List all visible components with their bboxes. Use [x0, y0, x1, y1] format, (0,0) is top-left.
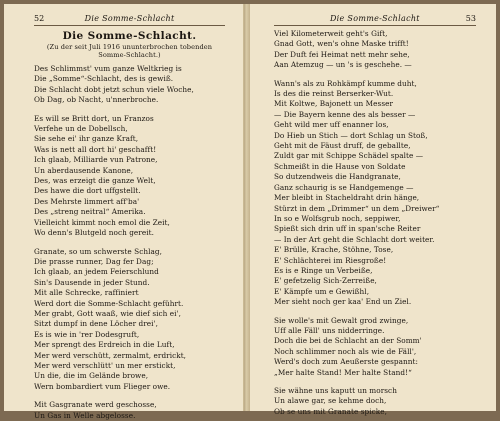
verse-line: Es is wie in 'rer Dodesgruft,	[34, 329, 140, 339]
verse-line: Uff alle Fäll' uns nidderringe.	[274, 325, 385, 335]
right-page	[250, 4, 496, 416]
verse-line: Wo denn's Blutgeld noch gereit.	[34, 228, 154, 238]
verse-line: Zuldt gar mit Schippe Schädel spalte —	[274, 151, 424, 161]
stanza	[34, 114, 225, 239]
verse-line: Ich glaab, Milliarde vun Patrone,	[34, 155, 158, 165]
verse-line: Mer werd verschütt, zermalmt, erdrickt,	[34, 350, 187, 360]
right-page-number: 53	[465, 14, 476, 23]
verse-line: So dutzendweis die Handgranate,	[274, 172, 401, 182]
right-running-title: Die Somme-Schlacht	[329, 14, 420, 23]
verse-line: Mer bleibt in Stacheldraht drin hänge,	[274, 193, 420, 203]
verse-line: Noch schlimmer noch als wie de Fäll',	[274, 346, 417, 356]
chapter-title: Die Somme-Schlacht.	[62, 30, 197, 42]
verse-line: Granate, so um schwerste Schlag,	[34, 246, 162, 256]
verse-line: Aan Atemzug — un 's is geschehe. —	[274, 60, 412, 70]
stanza	[274, 386, 476, 417]
verse-line: Geht mit de Fäust druff, de geballte,	[274, 141, 411, 151]
verse-line: Stürzt in dem „Drimmer“ un dem „Dreiwer“	[274, 203, 440, 213]
verse-line: Des Mehrste limmert aff'ba'	[34, 196, 140, 206]
verse-line: Der Duft fei Heimat nett mehr sehe,	[274, 49, 410, 59]
verse-line: Sie sehe ei' ihr ganze Kraft,	[34, 134, 139, 144]
verse-line: — Die Bayern kenne des als besser —	[274, 109, 416, 119]
verse-line: Ganz schaurig is se Handgemenge —	[274, 182, 414, 192]
verse-line: Schmeißt in die Hause von Soldate	[274, 161, 406, 171]
verse-line: Sin's Dausende in jeder Stund.	[34, 277, 150, 287]
stanza	[274, 29, 476, 71]
verse-line: E' Schlächterei im Riesgroße!	[274, 255, 387, 265]
verse-line: Verfehe un de Dobellsch,	[34, 124, 128, 134]
verse-line: Werd dort die Somme-Schlacht geführt.	[34, 298, 184, 308]
verse-line: E' Brülle, Krache, Stöhne, Tose,	[274, 245, 394, 255]
stanza	[34, 247, 225, 393]
verse-line: Ob se uns mit Granate spicke,	[274, 406, 387, 416]
verse-line: E' gefetzelig Sich-Zerreiße,	[274, 276, 377, 286]
verse-line: Ob Dag, ob Nacht, u'nnerbroche.	[34, 95, 159, 105]
verse-line: Des „streng neitral“ Amerika.	[34, 207, 146, 217]
stanza	[34, 64, 225, 106]
verse-line: Geht wild mer uff enanner los,	[274, 120, 389, 130]
right-poem	[274, 29, 476, 417]
verse-line: Viel Kilometerweit geht's Gift,	[274, 29, 388, 38]
verse-line: Die prasse runner, Dag fer Dag;	[34, 256, 154, 266]
left-running-title: Die Somme-Schlacht	[84, 14, 175, 23]
verse-line: — In der Art geht die Schlacht dort weiter.	[274, 234, 435, 244]
verse-line: Wann's als zu Rohkämpf kumme duht,	[274, 78, 417, 88]
verse-line: Mit alle Schrecke, raffiniert	[34, 288, 139, 298]
verse-line: „Mer halte Stand! Mer halte Stand!“	[274, 367, 412, 377]
verse-line: In so e Wolfsgrub noch, seppiwer,	[274, 213, 401, 223]
verse-line: Un alawe gar, se kehme doch,	[274, 396, 387, 406]
verse-line: Werd's doch zum Aeußerste gespannt:	[274, 357, 418, 367]
verse-line: Mer werd verschlütt' un mer erstickt,	[34, 360, 176, 370]
verse-line: Mer sprengt des Erdreich in die Luft,	[34, 340, 175, 350]
verse-line: Spießt sich drin uff in span'sche Reiter	[274, 224, 421, 234]
verse-line: Wern bombardiert vum Flieger owe.	[34, 381, 171, 391]
chapter-subtitle: (Zu der seit Juli 1916 ununterbrochen tobenden Somme-Schlacht.)	[46, 43, 213, 59]
stanza	[274, 316, 476, 378]
stanza	[274, 79, 476, 308]
verse-line: Es will se Britt dort, un Franzos	[34, 113, 154, 123]
verse-line: Doch die bei de Schlacht an der Somm'	[274, 336, 422, 346]
verse-line: Des Schlimmst' vum ganze Weltkrieg is	[34, 64, 182, 73]
verse-line: Ich glaab, an jedem Feierschlund	[34, 267, 159, 277]
verse-line: Es is e Ringe un Verbeiße,	[274, 265, 373, 275]
verse-line: Mer grabt, Gott waaß, wie dief sich ei',	[34, 308, 181, 318]
verse-line: Des hawe die dort uffgstellt.	[34, 186, 141, 196]
verse-line: E' Kämpfe um e Gewißhl,	[274, 286, 370, 296]
verse-line: Mit Koltwe, Bajonett un Messer	[274, 99, 394, 109]
left-running-head	[34, 14, 225, 26]
verse-line: Was is nett all dort hi' geschafft!	[34, 144, 157, 154]
verse-line: Sie wolle's mit Gewalt grod zwinge,	[274, 315, 409, 325]
verse-line: Vielleicht kimmt noch emol die Zeit,	[34, 217, 170, 227]
verse-line: Mer sieht noch ger kaa' End un Ziel.	[274, 297, 412, 307]
verse-line: Sitzt dumpf in dene Löcher drei',	[34, 319, 158, 329]
right-running-head	[274, 14, 476, 26]
left-page	[4, 4, 244, 420]
verse-line: Un Gas in Welle abgelosse.	[34, 410, 136, 420]
verse-line: Un die, die im Gelände browe,	[34, 371, 149, 381]
verse-line: Is des die reinst Berserker-Wut.	[274, 89, 394, 99]
verse-line: Die Schlacht dobt jetzt schun viele Woche,	[34, 84, 194, 94]
verse-line: Die „Somme“-Schlacht, des is gewiß.	[34, 74, 174, 84]
verse-line: Des, was erzeigt die ganze Welt,	[34, 176, 156, 186]
verse-line: Sie wähne uns kaputt un morsch	[274, 386, 397, 395]
verse-line: Un aberdausende Kanone,	[34, 165, 134, 175]
left-page-number: 52	[34, 14, 45, 23]
verse-line: Do Hieb un Stich — dort Schlag un Stoß,	[274, 130, 428, 140]
verse-line: Gnad Gott, wen's ohne Maske trifft!	[274, 39, 409, 49]
verse-line: Mit Gasgranate werd geschosse,	[34, 400, 157, 410]
left-poem	[34, 64, 225, 421]
